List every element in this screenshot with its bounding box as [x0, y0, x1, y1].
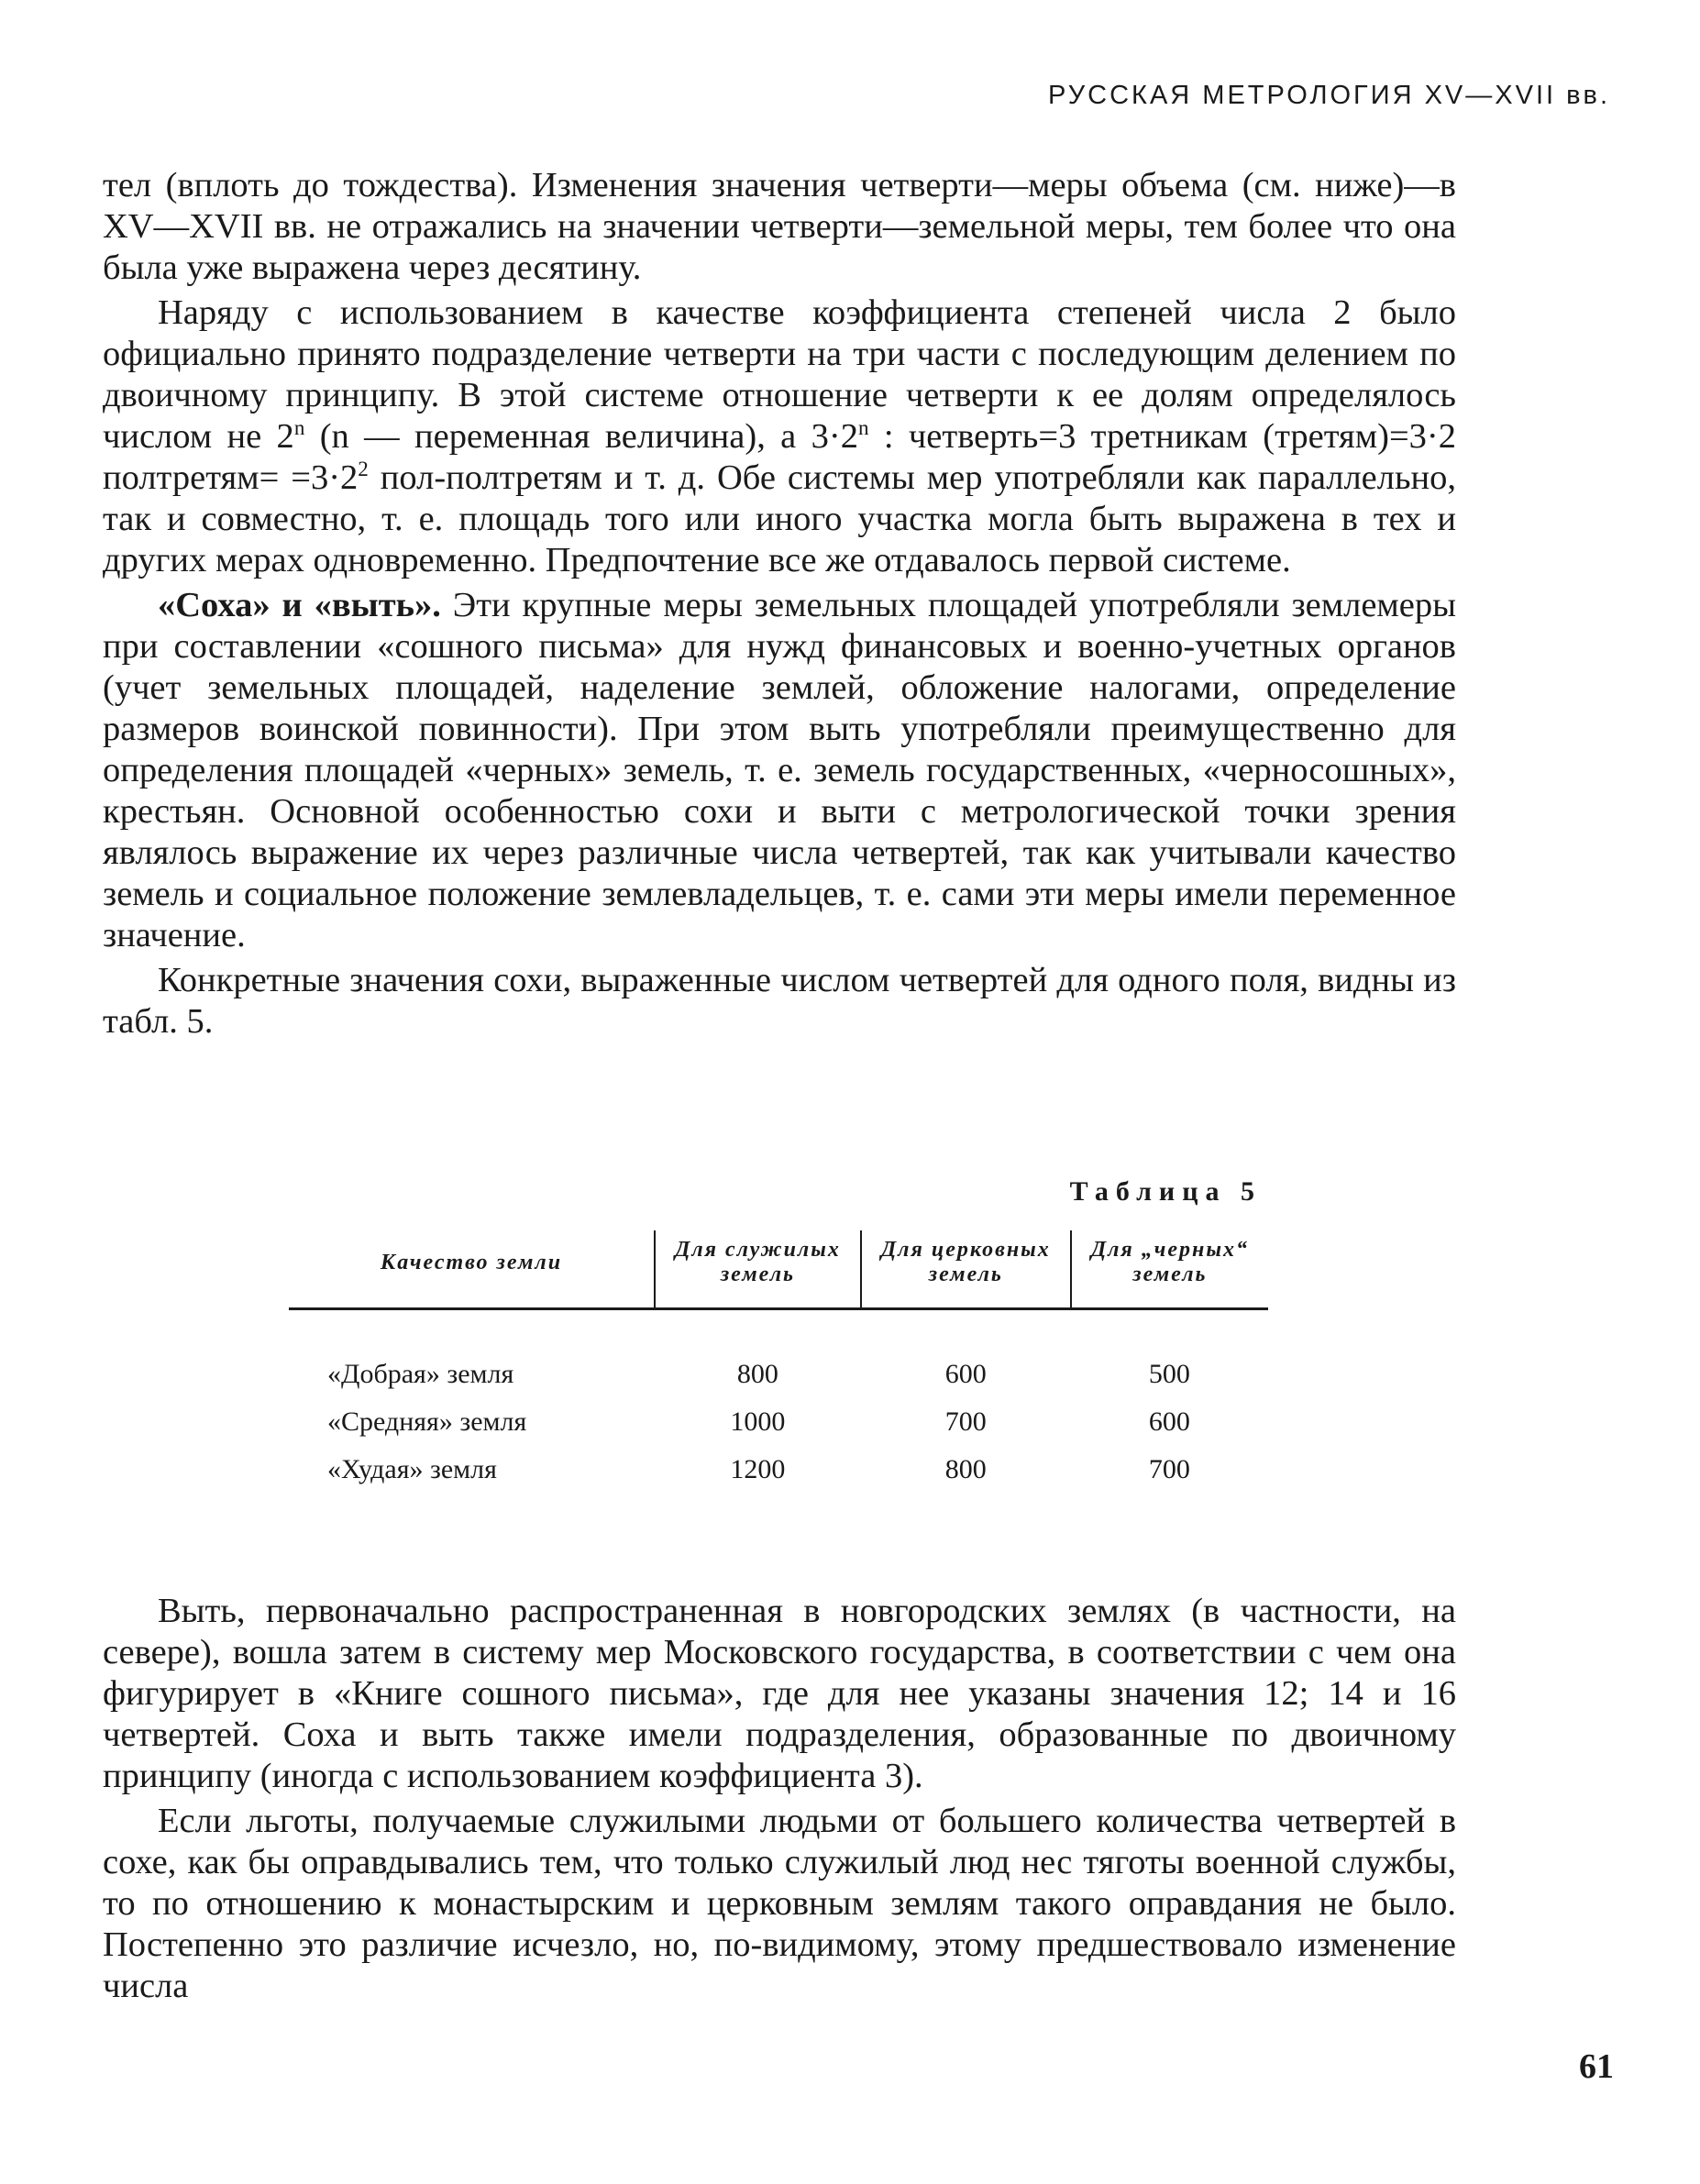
- header-service-lands: Для служилых земель: [655, 1230, 861, 1309]
- header-land-quality: Качество земли: [289, 1230, 655, 1309]
- row-label: «Средняя» земля: [327, 1406, 527, 1437]
- cell-black: 700: [1148, 1454, 1190, 1484]
- cell-church: 700: [944, 1406, 987, 1437]
- row-label: «Худая» земля: [327, 1454, 497, 1484]
- cell-black: 600: [1148, 1406, 1190, 1437]
- paragraph-3: [103, 585, 1456, 956]
- cell-service: 800: [736, 1359, 778, 1389]
- paragraph-3-text: Эти крупные меры земельных площадей употребляли землемеры при составлении «сошного письма» для нужд финансовых и военно-учетных органов (учет земельных площадей, наделение землей, обложение налогами, определение размеров воинской повинности). При этом выть употребляли преимущественно для определения площадей «черных» земель, т. е. земель государственных, «черносошных», крестьян. Основной особенностью сохи и выти с метрологической точки зрения являлось выражение их через различные числа четвертей, так как учитывали качество земель и социальное положение землевладельцев, т. е. сами эти меры имели переменное значение.: [103, 586, 1456, 954]
- running-head: РУССКАЯ МЕТРОЛОГИЯ XV—XVII вв.: [1048, 81, 1610, 110]
- body-text-bottom: [103, 1591, 1456, 2007]
- row-label: «Добрая» земля: [327, 1359, 514, 1389]
- cell-church: 600: [944, 1359, 987, 1389]
- header-black-lands: Для „черных“ земель: [1071, 1230, 1268, 1309]
- cell-church: 800: [944, 1454, 987, 1484]
- paragraph-2-part2: (n — переменная величина), а 3·2: [304, 417, 858, 456]
- table-row: [289, 1398, 1268, 1446]
- superscript-n-1: n: [293, 415, 305, 440]
- header-church-lands: Для церковных земель: [861, 1230, 1071, 1309]
- paragraph-2-part4: пол-полтретям и т. д. Обе системы мер употребляли как параллельно, так и совместно, т. е. площадь того или иного участка могла быть выражена в тех и других мерах одновременно. Предпочтение все же отдавалось первой системе.: [103, 458, 1457, 579]
- paragraph-2-part3: : четверть=3 третникам (третям)=3·2 полтретям= =3·2: [103, 417, 1456, 497]
- table-caption: Таблица 5: [1069, 1176, 1262, 1207]
- cell-service: 1200: [730, 1454, 786, 1484]
- table-header-row: [289, 1230, 1268, 1309]
- cell-black: 500: [1148, 1359, 1190, 1389]
- section-heading-soha-vyt: «Соха» и «выть».: [158, 586, 441, 624]
- superscript-n-2: n: [857, 415, 869, 440]
- page-number: 61: [1579, 2047, 1614, 2086]
- paragraph-1: тел (вплоть до тождества). Изменения значения четверти—меры объема (см. ниже)—в XV—XVII вв. не отражались на значении четверти—земельной меры, тем более что она была уже выражена через десятину.: [103, 166, 1456, 287]
- body-text-top: [103, 165, 1456, 1042]
- cell-service: 1000: [730, 1406, 786, 1437]
- paragraph-5: Выть, первоначально распространенная в новгородских землях (в частности, на севере), вошла затем в систему мер Московского государства, в соответствии с чем она фигурирует в «Книге сошного письма», где для нее указаны значения 12; 14 и 16 четвертей. Соха и выть также имели подразделения, образованные по двоичному принципу (иногда с использованием коэффициента 3).: [103, 1592, 1456, 1795]
- soha-table: [289, 1230, 1268, 1494]
- table-row: [289, 1309, 1268, 1399]
- table-row: [289, 1446, 1268, 1494]
- paragraph-6: Если льготы, получаемые служилыми людьми от большего количества четвертей в сохе, как бы оправдывались тем, что только служилый люд нес тяготы военной службы, то по отношению к монастырским и церковным землям такого оправдания не было. Постепенно это различие исчезло, но, по-видимому, этому предшествовало изменение числа: [103, 1802, 1456, 2005]
- superscript-2: 2: [358, 457, 369, 481]
- paragraph-2: [103, 292, 1456, 581]
- paragraph-2-part1: Наряду с использованием в качестве коэффициента степеней числа 2 было официально принято подразделение четверти на три части с последующим делением по двоичному принципу. В этой системе отношение четверти к ее долям определялось числом не 2: [103, 293, 1456, 456]
- paragraph-4: Конкретные значения сохи, выраженные числом четвертей для одного поля, видны из табл. 5.: [103, 961, 1456, 1041]
